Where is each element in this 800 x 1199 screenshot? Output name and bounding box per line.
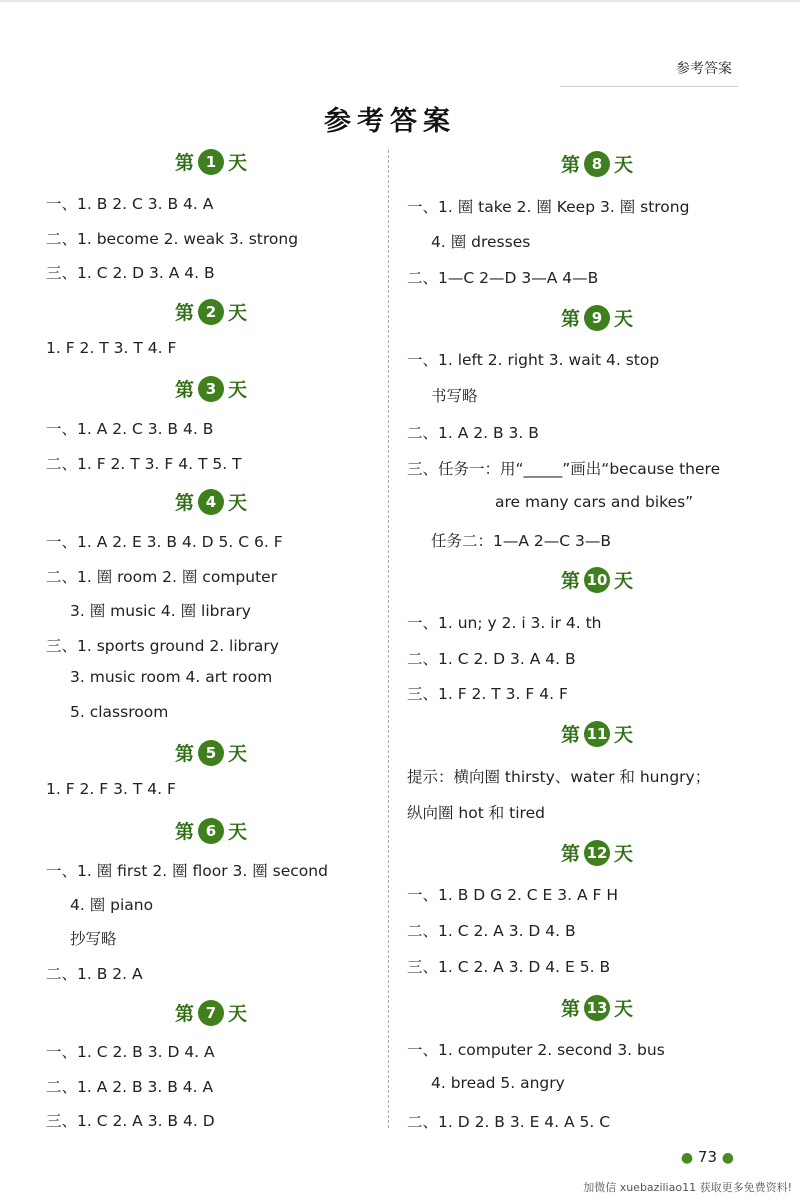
answer-line: 二、1. C 2. D 3. A 4. B [407,650,576,668]
answer-line: 一、1. A 2. E 3. B 4. D 5. C 6. F [46,533,283,551]
page-number [681,1148,734,1166]
answer-line: 抄写略 [70,930,117,948]
day-suffix: 天 [614,843,634,865]
day-label: 第 [174,379,194,401]
answer-line: 二、1. F 2. T 3. F 4. T 5. T [46,455,242,473]
answer-line: 二、1. B 2. A [46,965,143,983]
day-label: 第 [560,998,580,1020]
day-label: 第 [174,1003,194,1025]
answer-line: are many cars and bikes” [495,493,694,511]
day-number-badge: 8 [584,151,610,177]
answer-line: 一、1. A 2. C 3. B 4. B [46,420,214,438]
answer-line: 1. F 2. T 3. T 4. F [46,339,177,357]
day-label: 第 [560,570,580,592]
answer-line: 二、1. C 2. A 3. D 4. B [407,922,576,940]
page-title: 参考答案 [324,106,456,137]
answer-line: 4. 圈 piano [70,896,154,914]
answer-line: 提示：横向圈 thirsty、water 和 hungry； [407,768,711,786]
page-number-value: 73 [697,1148,717,1166]
day-heading-11 [407,720,787,750]
day-heading-9 [407,304,787,334]
bullet-icon: ● [680,1150,694,1166]
day-label: 第 [174,492,194,514]
day-heading-5 [46,739,376,769]
answer-line: 二、1. A 2. B 3. B 4. A [46,1078,214,1096]
column-divider [388,150,389,1128]
answer-line: 一、1. B 2. C 3. B 4. A [46,195,214,213]
answer-line: 3. 圈 music 4. 圈 library [70,602,251,620]
answer-line: 一、1. 圈 take 2. 圈 Keep 3. 圈 strong [407,198,690,216]
day-heading-2 [46,298,376,328]
day-label: 第 [560,308,580,330]
answer-line: 三、任务一：用“_____”画出“because there [407,460,721,478]
day-suffix: 天 [228,743,248,765]
answer-line: 5. classroom [70,703,169,721]
answer-line: 任务二：1—A 2—C 3—B [431,532,611,550]
day-label: 第 [174,743,194,765]
day-number-badge: 4 [198,489,224,515]
running-header: 参考答案 [676,61,732,77]
day-label: 第 [560,724,580,746]
day-heading-3 [46,375,376,405]
day-suffix: 天 [614,998,634,1020]
day-heading-1 [46,148,376,178]
day-heading-8 [407,150,787,180]
answer-line: 4. 圈 dresses [431,233,531,251]
answer-line: 三、1. C 2. A 3. B 4. D [46,1112,215,1130]
day-number-badge: 6 [198,818,224,844]
bullet-icon: ● [721,1150,734,1166]
day-suffix: 天 [614,154,634,176]
day-number-badge: 10 [584,567,610,593]
top-rule [0,0,800,2]
answer-line: 三、1. F 2. T 3. F 4. F [407,685,568,703]
answer-line: 二、1. 圈 room 2. 圈 computer [46,568,278,586]
day-suffix: 天 [228,379,248,401]
day-number-badge: 3 [198,376,224,402]
day-heading-13 [407,994,787,1024]
day-number-badge: 13 [584,995,610,1021]
answer-line: 三、1. C 2. A 3. D 4. E 5. B [407,958,611,976]
day-suffix: 天 [614,570,634,592]
day-suffix: 天 [228,1003,248,1025]
answer-line: 一、1. 圈 first 2. 圈 floor 3. 圈 second [46,862,328,880]
day-heading-12 [407,839,787,869]
answer-line: 一、1. computer 2. second 3. bus [407,1041,665,1059]
day-number-badge: 7 [198,1000,224,1026]
day-suffix: 天 [228,302,248,324]
day-label: 第 [560,843,580,865]
answer-line: 二、1—C 2—D 3—A 4—B [407,269,599,287]
answer-line: 二、1. D 2. B 3. E 4. A 5. C [407,1113,611,1131]
answer-line: 一、1. C 2. B 3. D 4. A [46,1043,215,1061]
answer-line: 纵向圈 hot 和 tired [407,804,545,822]
day-suffix: 天 [228,492,248,514]
day-heading-7 [46,999,376,1029]
day-number-badge: 2 [198,299,224,325]
day-label: 第 [174,821,194,843]
day-number-badge: 5 [198,740,224,766]
header-underline [560,86,738,87]
answer-line: 三、1. C 2. D 3. A 4. B [46,264,215,282]
answer-line: 4. bread 5. angry [431,1074,565,1092]
day-label: 第 [174,302,194,324]
day-number-badge: 12 [584,840,610,866]
watermark: 加微信 xuebaziliao11 获取更多免费资料! [583,1181,792,1194]
day-suffix: 天 [228,821,248,843]
answer-line: 1. F 2. F 3. T 4. F [46,780,176,798]
day-heading-6 [46,817,376,847]
day-heading-10 [407,566,787,596]
day-suffix: 天 [614,308,634,330]
day-number-badge: 1 [198,149,224,175]
answer-line: 二、1. A 2. B 3. B [407,424,539,442]
answer-line: 书写略 [431,387,478,405]
answer-line: 二、1. become 2. weak 3. strong [46,230,299,248]
answer-line: 一、1. left 2. right 3. wait 4. stop [407,351,660,369]
day-number-badge: 9 [584,305,610,331]
answer-line: 3. music room 4. art room [70,668,273,686]
day-suffix: 天 [614,724,634,746]
day-number-badge: 11 [584,721,610,747]
answer-line: 三、1. sports ground 2. library [46,637,279,655]
day-suffix: 天 [228,152,248,174]
day-label: 第 [560,154,580,176]
answer-line: 一、1. un; y 2. i 3. ir 4. th [407,614,602,632]
day-label: 第 [174,152,194,174]
answer-line: 一、1. B D G 2. C E 3. A F H [407,886,619,904]
day-heading-4 [46,488,376,518]
